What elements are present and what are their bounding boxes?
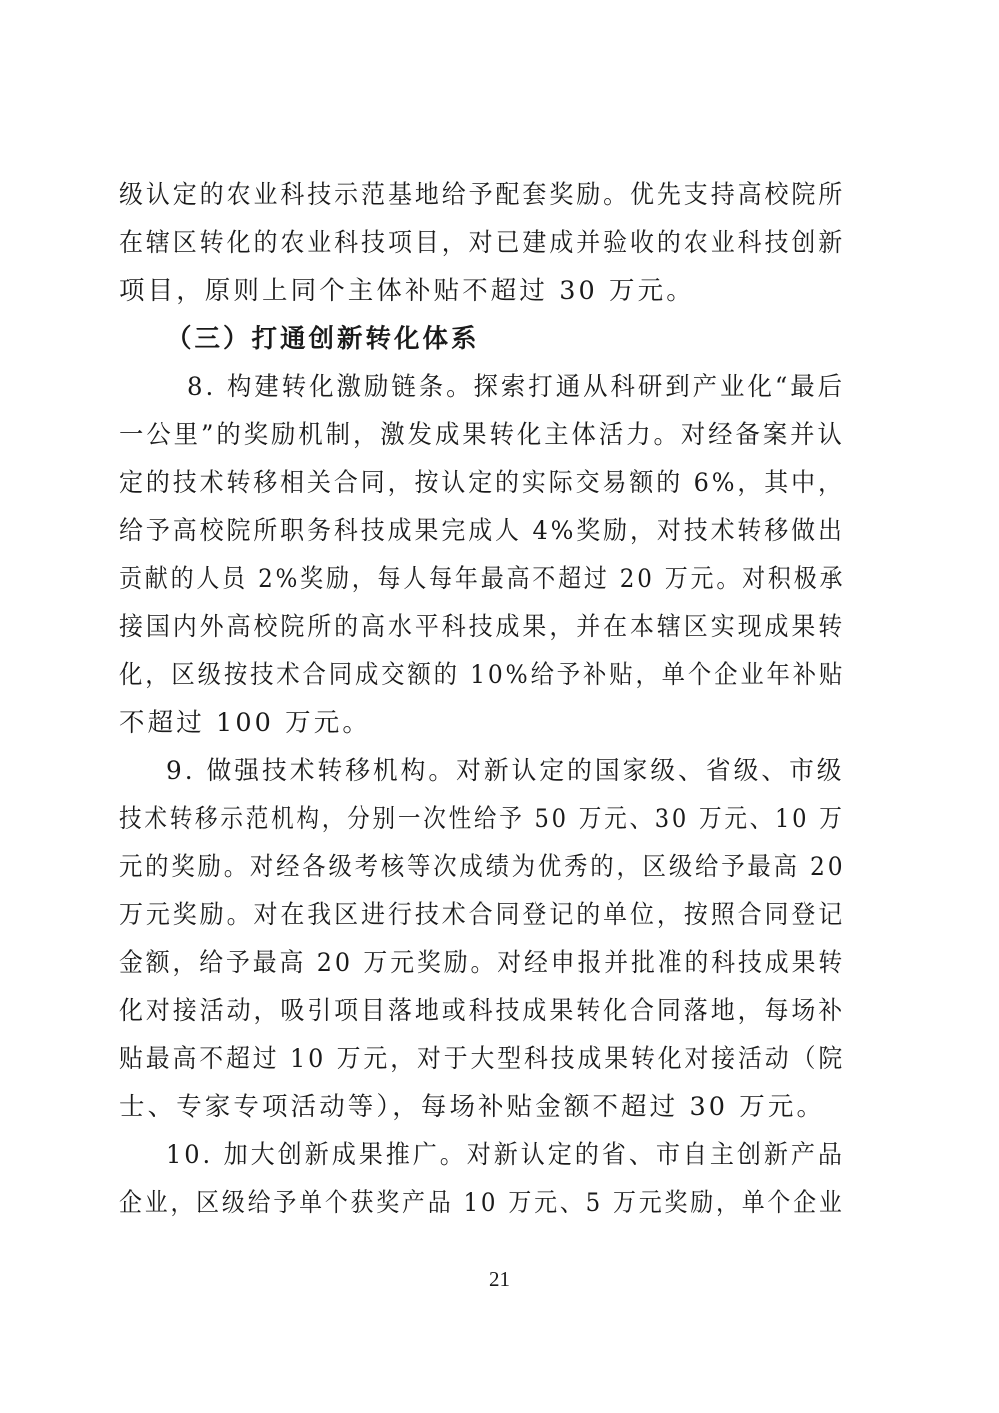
text-line: 万元奖励。对在我区进行技术合同登记的单位，按照合同登记 (119, 900, 846, 930)
text-line: 不超过 100 万元。 (119, 708, 371, 738)
paragraph-start: 9. 做强技术转移机构。对新认定的国家级、省级、市级 (166, 756, 845, 786)
text-line: 接国内外高校院所的高水平科技成果，并在本辖区实现成果转 (119, 612, 846, 642)
text-line: 金额，给予最高 20 万元奖励。对经申报并批准的科技成果转 (119, 948, 846, 978)
text-line: 贡献的人员 2%奖励，每人每年最高不超过 20 万元。对积极承 (119, 564, 846, 594)
text-line: 贴最高不超过 10 万元，对于大型科技成果转化对接活动（院 (119, 1044, 846, 1074)
text-line: 士、专家专项活动等），每场补贴金额不超过 30 万元。 (119, 1092, 826, 1122)
text-line: 级认定的农业科技示范基地给予配套奖励。优先支持高校院所 (119, 180, 846, 210)
paragraph-start: 10. 加大创新成果推广。对新认定的省、市自主创新产品 (166, 1140, 845, 1170)
paragraph-start: 8. 构建转化激励链条。探索打通从科研到产业化“最后 (187, 372, 846, 402)
section-heading: （三）打通创新转化体系 (166, 324, 480, 354)
page-number: 21 (489, 1267, 510, 1291)
text-line: 给予高校院所职务科技成果完成人 4%奖励，对技术转移做出 (119, 516, 845, 546)
text-line: 企业，区级给予单个获奖产品 10 万元、5 万元奖励，单个企业 (119, 1188, 845, 1218)
text-line: 化，区级按技术合同成交额的 10%给予补贴，单个企业年补贴 (119, 660, 846, 690)
text-line: 元的奖励。对经各级考核等次成绩为优秀的，区级给予最高 20 (119, 852, 846, 882)
text-line: 在辖区转化的农业科技项目，对已建成并验收的农业科技创新 (119, 228, 846, 258)
text-line: 技术转移示范机构，分别一次性给予 50 万元、30 万元、10 万 (119, 804, 845, 834)
text-line: 化对接活动，吸引项目落地或科技成果转化合同落地，每场补 (119, 996, 846, 1026)
text-line: 一公里”的奖励机制，激发成果转化主体活力。对经备案并认 (119, 420, 845, 450)
text-line: 定的技术转移相关合同，按认定的实际交易额的 6%，其中， (119, 468, 845, 498)
text-line: 项目，原则上同个主体补贴不超过 30 万元。 (119, 276, 695, 306)
